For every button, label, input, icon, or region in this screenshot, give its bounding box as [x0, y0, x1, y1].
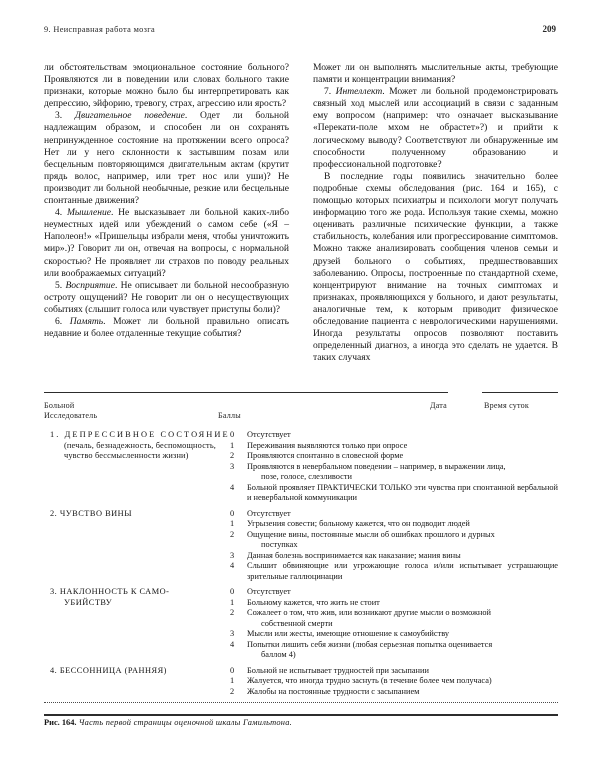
scale-option: [230, 430, 558, 441]
page-number: 209: [542, 24, 556, 34]
option-text: [247, 530, 558, 551]
term-italic: Интеллект: [335, 86, 383, 98]
option-score: 1: [230, 676, 235, 685]
paragraph: Может ли он выполнять мыслительные акты, требующие памяти и концентрации внимания?: [313, 62, 558, 86]
option-text: Слышит обвиняющие или угрожающие голоса и/или испытывает устрашающие зрительные галлюцинации: [247, 561, 558, 581]
option-text: Переживания выявляются только при опросе: [247, 440, 408, 450]
table-dotted-rule: [44, 702, 558, 704]
paragraph-text: 4. Мышление. Не высказывает ли больной каких-либо неуместных идей или убеждений о самом себе («Я – Наполеон!» «Пришельцы избрали меня, чтобы уничтожить мир».)? Говорит ли он, отвечая на вопросы, с нормальной скоростью? Не проявляет ли страхов по поводу реальных или воображаемых ситуаций?: [44, 207, 290, 279]
scale-option: [230, 551, 558, 562]
paragraph-text: 6. Память. Может ли больной правильно описать недавние и более отдаленные текущие события?: [44, 315, 289, 340]
option-text: Отсутствует: [247, 587, 291, 596]
option-score: 0: [230, 665, 235, 675]
scale-option: [230, 530, 558, 551]
option-text: Отсутствует: [247, 508, 291, 518]
option-text-cont: поступках: [261, 540, 298, 549]
option-score: 4: [230, 639, 235, 649]
scale-option: [230, 640, 558, 661]
paragraph: ли обстоятельствам эмоциональное состояние больного? Проявляются ли в поведении или словах больного такие признаки, которые можно было бы интерпретировать как депрессию, эйфорию, тревогу, страх, агрессию или ярость?: [44, 62, 289, 110]
scale-option: [230, 687, 558, 698]
scale-item: [44, 666, 558, 698]
table-top-rule: [44, 388, 558, 397]
scale-option: [230, 629, 558, 640]
caption-label: Рис. 164.: [44, 718, 77, 727]
option-text: Отсутствует: [247, 430, 291, 439]
scale-item-title: [44, 666, 230, 677]
option-score: 2: [230, 608, 235, 617]
paragraph: [44, 316, 289, 340]
option-score: 1: [230, 597, 235, 607]
option-text: Больной проявляет ПРАКТИЧЕСКИ ТОЛЬКО эти чувства при спонтанной вербальной и невербальной коммуникации: [247, 482, 558, 502]
scale-option: [230, 451, 558, 462]
option-score: 3: [230, 461, 235, 471]
header-date: Дата: [430, 401, 447, 410]
option-score: 4: [230, 561, 235, 570]
option-score: 2: [230, 529, 235, 539]
option-text: Больной не испытывает трудностей при засыпании: [247, 665, 429, 675]
paragraph-text: В последние годы появились значительно более подробные схемы обследования (рис. 164 и 165), с помощью которых психиатры и психологи могут получать информацию того же рода. Используя такие схемы, можно оценивать различные психические функции, а также стабильность, колебания или прогрессирование симптомов. Можно также анализировать сообщения членов семьи и друзей больного о событиях, предшествовавших заболеванию. Опросы, построенные по стандартной схеме, концентрируют внимание на точных симптомах и признаках, проявляющихся у больного, и дают результаты, аналогичные тем, к которым приводит физическое обследование пациента с неврологическими нарушениями. Иногда результаты опросов позволяют поставить определенный диагноз, а иногда это сделать не удается. В таких случаях: [313, 170, 558, 364]
scale-item-options: [230, 509, 558, 583]
option-score: 2: [230, 451, 235, 460]
paragraph-text: 7. Интеллект. Может ли больной продемонстрировать связный ход мыслей или ассоциаций в связи с заданным ему вопросом (например: что означает высказывание «Перекати-поле мхом не обрастет»?) и прийти к логическому выводу? Соответствуют ли обнаруженные им способности полученному образованию и профессиональной подготовке?: [313, 86, 558, 170]
paragraph: [313, 171, 558, 365]
header-scores: Баллы: [218, 411, 241, 420]
scale-item-options: [230, 430, 558, 504]
figure-164: [44, 388, 558, 716]
option-text: Данная болезнь воспринимается как наказание; мания вины: [247, 550, 461, 560]
paragraph: [313, 86, 558, 171]
right-column: [313, 62, 558, 364]
paragraph-text: 3. Двигательное поведение. Одет ли больной надлежащим образом, и способен ли он сохранять непринужденное состояние на протяжении всего опроса? Нет ли у него склонности к застывшим позам или бесцельным повторяющимся двигательным актам (крутит прядь волос, например, или трет нос или уши)? Не производит ли больной необычные, резкие или бесцельные спонтанные движения?: [44, 110, 289, 207]
scale-item-title: [44, 509, 230, 520]
scale-item-options: [230, 666, 558, 698]
body-columns: [44, 62, 558, 364]
left-column: [44, 62, 289, 364]
running-head-chapter: 9. Неисправная работа мозга: [44, 25, 156, 34]
scale-option: [230, 587, 558, 598]
option-text: [247, 462, 558, 483]
option-score: 3: [230, 629, 235, 638]
option-text-main: Ощущение вины, постоянные мысли об ошибках прошлого и дурных: [247, 529, 495, 539]
scale-option: [230, 608, 558, 629]
scale-item-title-line: 2. ЧУВСТВО ВИНЫ: [50, 508, 132, 518]
paragraph: [44, 280, 289, 316]
caption-text: Часть первой страницы оценочной шкалы Гамильтона.: [78, 718, 292, 727]
term-italic: Память: [69, 315, 104, 327]
option-score: 0: [230, 587, 235, 596]
option-text-cont: позе, голосе, слезливости: [261, 472, 352, 481]
option-score: 3: [230, 550, 235, 560]
scale-items: [44, 423, 558, 697]
option-text: Угрызения совести; больному кажется, что он подводит людей: [247, 519, 470, 528]
header-time-of-day: Время суток: [484, 401, 530, 410]
option-text: Больному кажется, что жить не стоит: [247, 597, 380, 607]
scale-item-title-line: 3. НАКЛОННОСТЬ К САМО-: [50, 587, 170, 596]
option-score: 2: [230, 686, 235, 696]
option-text-main: Проявляются в невербальном поведении – например, в выражении лица,: [247, 461, 506, 471]
option-text: Жалуется, что иногда трудно заснуть (в течение более чем получаса): [247, 676, 492, 685]
option-text-cont: собственной смерти: [261, 618, 333, 628]
header-investigator: Исследователь: [44, 411, 98, 420]
table-bottom-rule: [44, 714, 558, 716]
option-score: 0: [230, 508, 235, 518]
table-top-rule-left: [44, 392, 448, 393]
option-score: 0: [230, 430, 235, 439]
option-score: 1: [230, 440, 235, 450]
scale-item-title-line: 4. БЕССОННИЦА (РАННЯЯ): [50, 665, 167, 675]
scale-option: [230, 676, 558, 687]
option-text-main: Сожалеет о том, что жив, или возникают другие мысли о возможной: [247, 608, 491, 617]
scale-item: [44, 587, 558, 661]
option-text: [247, 640, 558, 661]
table-header: [44, 397, 558, 423]
scale-item-title-note: (печаль, безнадежность, беспомощность, чувство бессмысленности жизни): [64, 440, 217, 461]
scale-option: [230, 666, 558, 677]
scale-item-title: [44, 587, 230, 608]
scale-option: [230, 483, 558, 504]
scale-item-options: [230, 587, 558, 661]
running-head: [44, 24, 556, 34]
paragraph: [44, 110, 289, 207]
scale-option: [230, 509, 558, 520]
scale-option: [230, 441, 558, 452]
scale-option: [230, 519, 558, 530]
paragraph: [44, 207, 289, 280]
option-text: Мысли или жесты, имеющие отношение к самоубийству: [247, 629, 450, 638]
figure-caption: [44, 718, 558, 727]
term-italic: Двигательное поведение: [74, 110, 185, 122]
scale-option: [230, 561, 558, 582]
scale-item: [44, 430, 558, 504]
header-patient: Больной: [44, 401, 75, 410]
option-text-main: Попытки лишить себя жизни (любая серьезная попытка оценивается: [247, 639, 493, 649]
option-text-cont: баллом 4): [261, 650, 296, 659]
paragraph-text: 5. Восприятие. Не описывает ли больной несообразную остроту ощущений? Не говорит ли он о несуществующих событиях (слышит голоса или чувствует приступы боли)?: [44, 279, 290, 315]
option-text: Проявляются спонтанно в словесной форме: [247, 451, 404, 460]
scale-item-title-line2: УБИЙСТВУ: [64, 597, 113, 607]
option-score: 4: [230, 482, 235, 492]
scale-item: [44, 509, 558, 583]
option-text: Жалобы на постоянные трудности с засыпанием: [247, 686, 420, 696]
term-italic: Восприятие: [65, 279, 115, 291]
option-score: 1: [230, 519, 235, 528]
term-italic: Мышление: [66, 207, 111, 219]
scale-item-title: [44, 430, 230, 462]
table-top-rule-right: [482, 392, 558, 393]
scale-option: [230, 598, 558, 609]
scale-item-title-line: 1. ДЕПРЕССИВНОЕ СОСТОЯНИЕ: [50, 430, 230, 439]
option-text: [247, 608, 558, 629]
scale-option: [230, 462, 558, 483]
